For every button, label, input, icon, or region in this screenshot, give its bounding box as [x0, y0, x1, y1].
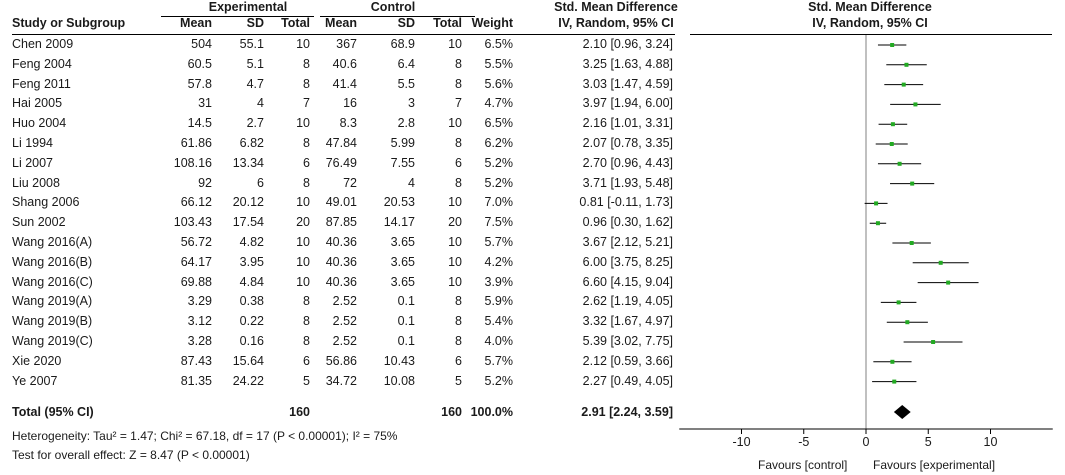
ci-cell: 6.00 [3.75, 8.25] [582, 254, 673, 269]
total-experimental-cell: 8 [303, 175, 310, 190]
sd-control: 4 [408, 175, 415, 190]
sd-control: 3.65 [390, 235, 415, 249]
total-control-cell: 8 [455, 56, 462, 71]
header-smd-column: Std. Mean Difference [554, 0, 678, 14]
total-control-cell: 8 [455, 334, 462, 348]
ci-cell: 0.96 [0.30, 1.62] [582, 215, 673, 230]
ci-cell: 3.25 [1.63, 4.88] [582, 56, 673, 71]
total-experimental-cell: 10 [296, 274, 310, 289]
weight-cell: 5.5% [484, 56, 513, 71]
mean-control: 40.6 [332, 56, 357, 71]
total-control: 160 [441, 405, 462, 419]
effect-point [890, 142, 894, 146]
effect-point [910, 182, 914, 186]
total-control-cell: 20 [448, 215, 462, 230]
sd-experimental: 6 [257, 175, 264, 190]
mean-control: 16 [343, 96, 357, 111]
study-name: Sun 2002 [12, 215, 66, 230]
header-mean-experimental: Mean [180, 16, 212, 30]
sd-experimental: 0.22 [239, 314, 264, 329]
header-total-control: Total [433, 16, 462, 30]
header-ci-column: IV, Random, 95% CI [558, 16, 674, 30]
sd-control: 0.1 [397, 334, 415, 348]
header-ci-plot: IV, Random, 95% CI [812, 16, 928, 30]
mean-experimental: 14.5 [187, 116, 212, 131]
header-sd-control: SD [397, 16, 415, 30]
mean-control: 72 [343, 175, 357, 190]
total-experimental-cell: 10 [296, 116, 310, 131]
sd-control: 6.4 [397, 56, 415, 71]
ci-cell: 6.60 [4.15, 9.04] [582, 274, 673, 289]
heterogeneity-text: Heterogeneity: Tau² = 1.47; Chi² = 67.18, df = 17 (P < 0.00001); I² = 75% [12, 429, 398, 443]
favours-experimental-label: Favours [experimental] [873, 458, 996, 472]
sd-experimental: 20.12 [232, 195, 264, 210]
weight-cell: 5.2% [484, 373, 513, 388]
effect-point [905, 320, 909, 324]
effect-point [939, 261, 943, 265]
weight-cell: 7.5% [484, 215, 513, 230]
mean-experimental: 103.43 [173, 215, 212, 230]
sd-control: 0.1 [397, 294, 415, 309]
mean-control: 40.36 [325, 274, 357, 289]
mean-control: 40.36 [325, 254, 357, 269]
header-control: Control [370, 0, 416, 14]
study-name: Chen 2009 [12, 37, 74, 51]
mean-experimental: 504 [191, 37, 212, 51]
total-experimental-cell: 10 [296, 195, 310, 210]
mean-control: 41.4 [332, 76, 357, 91]
study-name: Xie 2020 [12, 353, 62, 368]
total-experimental-cell: 6 [303, 155, 310, 170]
effect-point [910, 241, 914, 245]
weight-cell: 4.2% [484, 254, 513, 269]
sd-control: 3.65 [390, 254, 415, 269]
ci-cell: 3.97 [1.94, 6.00] [582, 96, 673, 111]
overall-effect-text: Test for overall effect: Z = 8.47 (P < 0.00001) [12, 448, 250, 462]
weight-cell: 6.5% [484, 37, 513, 51]
total-experimental: 160 [289, 405, 310, 419]
effect-point [897, 300, 901, 304]
x-axis-tick-label: 0 [862, 435, 870, 449]
ci-cell: 2.70 [0.96, 4.43] [582, 155, 673, 170]
study-name: Wang 2019(C) [12, 334, 93, 348]
header-total-experimental: Total [281, 16, 310, 30]
total-experimental-cell: 8 [303, 294, 310, 309]
total-experimental-cell: 7 [303, 96, 310, 111]
mean-control: 76.49 [325, 155, 357, 170]
effect-point [913, 102, 917, 106]
weight-cell: 5.2% [484, 175, 513, 190]
mean-experimental: 92 [198, 175, 212, 190]
sd-experimental: 17.54 [232, 215, 264, 230]
effect-point [904, 63, 908, 67]
sd-control: 7.55 [390, 155, 415, 170]
sd-experimental: 4.84 [239, 274, 264, 289]
sd-control: 2.8 [397, 116, 415, 131]
sd-experimental: 13.34 [232, 155, 264, 170]
mean-control: 34.72 [325, 373, 357, 388]
effect-point [898, 162, 902, 166]
mean-experimental: 61.86 [180, 136, 212, 150]
sd-experimental: 0.16 [239, 334, 264, 348]
header-sd-experimental: SD [246, 16, 264, 30]
total-experimental-cell: 10 [296, 254, 310, 269]
study-name: Huo 2004 [12, 116, 67, 131]
sd-experimental: 4.7 [246, 76, 264, 91]
sd-control: 0.1 [397, 314, 415, 329]
mean-control: 49.01 [325, 195, 357, 210]
sd-experimental: 6.82 [239, 136, 264, 150]
header-study: Study or Subgroup [12, 16, 126, 30]
weight-cell: 5.6% [484, 76, 513, 91]
mean-experimental: 108.16 [173, 155, 212, 170]
effect-point [890, 43, 894, 47]
weight-cell: 7.0% [484, 195, 513, 210]
weight-cell: 6.2% [484, 136, 513, 150]
total-experimental-cell: 8 [303, 136, 310, 150]
sd-control: 20.53 [383, 195, 415, 210]
mean-control: 2.52 [332, 314, 357, 329]
total-control-cell: 8 [455, 136, 462, 150]
mean-control: 8.3 [339, 116, 357, 131]
sd-control: 5.99 [390, 136, 415, 150]
weight-cell: 4.7% [484, 96, 513, 111]
total-weight: 100.0% [470, 405, 513, 419]
total-control-cell: 8 [455, 294, 462, 309]
sd-experimental: 55.1 [239, 37, 264, 51]
total-experimental-cell: 10 [296, 37, 310, 51]
weight-cell: 5.4% [484, 314, 513, 329]
total-control-cell: 10 [448, 235, 462, 249]
mean-experimental: 64.17 [180, 254, 212, 269]
mean-experimental: 3.28 [187, 334, 212, 348]
mean-experimental: 60.5 [187, 56, 212, 71]
total-ci: 2.91 [2.24, 3.59] [581, 405, 673, 419]
total-experimental-cell: 8 [303, 56, 310, 71]
mean-experimental: 3.12 [187, 314, 212, 329]
total-experimental-cell: 6 [303, 353, 310, 368]
study-name: Wang 2016(B) [12, 254, 93, 269]
effect-point [931, 340, 935, 344]
header-smd-plot: Std. Mean Difference [808, 0, 932, 14]
effect-point [902, 83, 906, 87]
total-experimental-cell: 20 [296, 215, 310, 230]
effect-point [890, 360, 894, 364]
total-control-cell: 10 [448, 254, 462, 269]
total-control-cell: 10 [448, 37, 462, 51]
sd-experimental: 0.38 [239, 294, 264, 309]
study-name: Li 1994 [12, 136, 54, 150]
study-name: Ye 2007 [12, 373, 58, 388]
mean-experimental: 57.8 [187, 76, 212, 91]
sd-experimental: 2.7 [246, 116, 264, 131]
total-label: Total (95% CI) [12, 405, 94, 419]
summary-diamond [894, 405, 911, 419]
ci-cell: 3.03 [1.47, 4.59] [582, 76, 673, 91]
total-control-cell: 6 [455, 353, 462, 368]
weight-cell: 4.0% [484, 334, 513, 348]
weight-cell: 5.7% [484, 235, 513, 249]
mean-control: 2.52 [332, 334, 357, 348]
sd-experimental: 4.82 [239, 235, 264, 249]
header-weight: Weight [471, 16, 513, 30]
ci-cell: 0.81 [-0.11, 1.73] [579, 195, 673, 210]
ci-cell: 5.39 [3.02, 7.75] [582, 334, 673, 348]
study-name: Shang 2006 [12, 195, 80, 210]
total-control-cell: 10 [448, 195, 462, 210]
sd-control: 14.17 [383, 215, 415, 230]
sd-control: 10.43 [383, 353, 415, 368]
study-name: Li 2007 [12, 155, 54, 170]
mean-experimental: 31 [198, 96, 212, 111]
sd-experimental: 5.1 [246, 56, 264, 71]
total-control-cell: 10 [448, 116, 462, 131]
mean-control: 40.36 [325, 235, 357, 249]
ci-cell: 3.71 [1.93, 5.48] [582, 175, 673, 190]
sd-experimental: 3.95 [239, 254, 264, 269]
ci-cell: 3.67 [2.12, 5.21] [582, 235, 673, 249]
total-control-cell: 6 [455, 155, 462, 170]
total-control-cell: 8 [455, 175, 462, 190]
total-control-cell: 8 [455, 76, 462, 91]
total-experimental-cell: 5 [303, 373, 310, 388]
weight-cell: 5.7% [484, 353, 513, 368]
total-experimental-cell: 10 [296, 235, 310, 249]
x-axis-tick-label: -10 [732, 435, 751, 449]
mean-experimental: 69.88 [180, 274, 212, 289]
total-control-cell: 10 [448, 274, 462, 289]
total-control-cell: 7 [455, 96, 462, 111]
mean-experimental: 56.72 [180, 235, 212, 249]
ci-cell: 2.07 [0.78, 3.35] [582, 136, 673, 150]
weight-cell: 6.5% [484, 116, 513, 131]
sd-control: 68.9 [390, 37, 415, 51]
weight-cell: 5.9% [484, 294, 513, 309]
mean-control: 87.85 [325, 215, 357, 230]
ci-cell: 2.27 [0.49, 4.05] [582, 373, 673, 388]
sd-experimental: 4 [257, 96, 264, 111]
total-experimental-cell: 8 [303, 314, 310, 329]
study-name: Feng 2011 [12, 76, 71, 91]
ci-cell: 2.62 [1.19, 4.05] [582, 294, 673, 309]
ci-cell: 2.16 [1.01, 3.31] [582, 116, 673, 131]
mean-control: 367 [336, 37, 357, 51]
mean-control: 47.84 [325, 136, 357, 150]
sd-experimental: 24.22 [232, 373, 264, 388]
study-name: Feng 2004 [12, 56, 72, 71]
sd-control: 10.08 [383, 373, 415, 388]
x-axis-tick-label: 10 [983, 435, 998, 449]
effect-point [946, 281, 950, 285]
ci-cell: 3.32 [1.67, 4.97] [582, 314, 673, 329]
study-name: Wang 2016(C) [12, 274, 93, 289]
mean-experimental: 87.43 [180, 353, 212, 368]
header-experimental: Experimental [208, 0, 288, 14]
ci-cell: 2.12 [0.59, 3.66] [582, 353, 673, 368]
favours-control-label: Favours [control] [758, 458, 848, 472]
effect-point [874, 201, 878, 205]
total-experimental-cell: 8 [303, 76, 310, 91]
effect-point [892, 380, 896, 384]
study-name: Wang 2019(B) [12, 314, 93, 329]
study-name: Wang 2016(A) [12, 235, 93, 249]
mean-experimental: 3.29 [187, 294, 212, 309]
sd-control: 3.65 [390, 274, 415, 289]
study-name: Hai 2005 [12, 96, 63, 111]
mean-experimental: 66.12 [180, 195, 212, 210]
header-mean-control: Mean [325, 16, 357, 30]
mean-control: 2.52 [332, 294, 357, 309]
weight-cell: 5.2% [484, 155, 513, 170]
effect-point [891, 122, 895, 126]
effect-point [876, 221, 880, 225]
total-control-cell: 8 [455, 314, 462, 329]
ci-cell: 2.10 [0.96, 3.24] [582, 37, 673, 51]
total-control-cell: 5 [455, 373, 462, 388]
weight-cell: 3.9% [484, 274, 513, 289]
study-name: Liu 2008 [12, 175, 60, 190]
x-axis-tick-label: 5 [924, 435, 932, 449]
total-experimental-cell: 8 [303, 334, 310, 348]
mean-control: 56.86 [325, 353, 357, 368]
x-axis-tick-label: -5 [798, 435, 810, 449]
sd-control: 3 [408, 96, 415, 111]
study-name: Wang 2019(A) [12, 294, 93, 309]
sd-control: 5.5 [397, 76, 415, 91]
mean-experimental: 81.35 [180, 373, 212, 388]
sd-experimental: 15.64 [232, 353, 264, 368]
